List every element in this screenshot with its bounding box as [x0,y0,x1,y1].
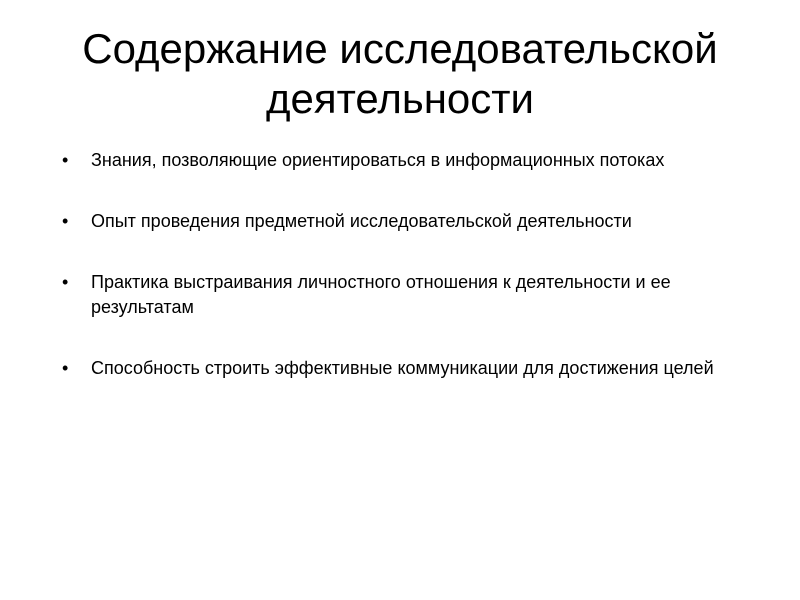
slide-title: Содержание исследовательской деятельности [82,25,718,122]
bullet-item [0,356,800,381]
bullet-item [0,209,800,234]
bullet-marker: • [62,358,69,378]
bullet-marker: • [62,150,69,170]
bullet-item [0,148,800,173]
bullet-text: Опыт проведения предметной исследовательской деятельности [91,211,632,231]
bullet-text: Практика выстраивания личностного отношения к деятельности и ее результатам [91,272,671,317]
bullet-text: Способность строить эффективные коммуникации для достижения целей [91,358,714,378]
bullet-marker: • [62,211,69,231]
bullet-list [0,148,800,417]
bullet-text: Знания, позволяющие ориентироваться в информационных потоках [91,150,665,170]
bullet-item [0,270,800,320]
bullet-marker: • [62,272,69,292]
